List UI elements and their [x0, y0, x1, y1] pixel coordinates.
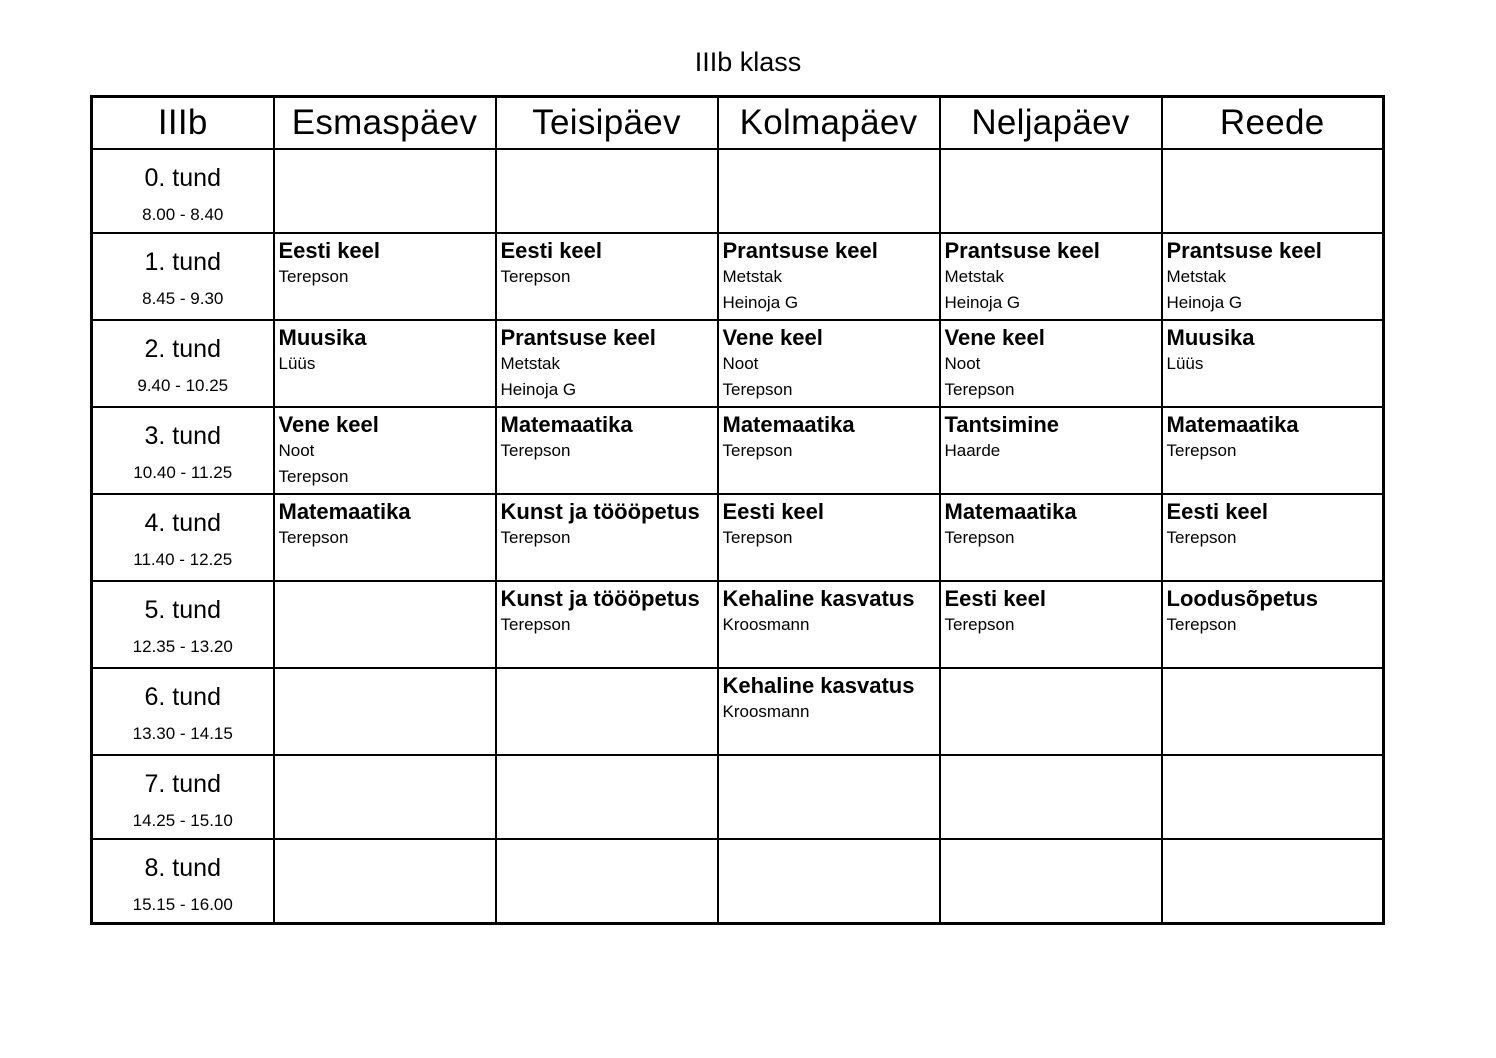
subject-name: Eesti keel — [1166, 499, 1269, 524]
period-cell — [92, 581, 274, 668]
lesson-cell — [496, 494, 718, 581]
subject-name: Matemaatika — [1166, 412, 1299, 437]
teacher-name: Terepson — [944, 528, 1015, 547]
period-name: 7. tund — [144, 770, 221, 798]
lesson-cell — [940, 320, 1162, 407]
teacher-name: Metstak — [722, 267, 783, 286]
period-name: 6. tund — [144, 683, 221, 711]
period-time: 13.30 - 14.15 — [132, 724, 233, 743]
timetable — [90, 95, 1385, 925]
subject-name: Vene keel — [722, 325, 823, 350]
empty-cell — [940, 755, 1162, 839]
period-time: 8.45 - 9.30 — [142, 289, 224, 308]
teacher-name: Terepson — [944, 380, 1015, 399]
teacher-name: Noot — [278, 441, 315, 460]
subject-name: Matemaatika — [278, 499, 411, 524]
class-header: IIIb — [92, 97, 274, 150]
subject-name: Kunst ja töööpetus — [500, 586, 700, 611]
period-cell — [92, 233, 274, 320]
subject-name: Eesti keel — [722, 499, 825, 524]
period-cell — [92, 839, 274, 924]
lesson-cell — [718, 494, 940, 581]
empty-cell — [1162, 149, 1384, 233]
period-cell — [92, 407, 274, 494]
lesson-cell — [1162, 407, 1384, 494]
empty-cell — [940, 149, 1162, 233]
subject-name: Eesti keel — [500, 238, 603, 263]
period-name: 2. tund — [144, 335, 221, 363]
day-header: Teisipäev — [496, 97, 718, 150]
teacher-name: Terepson — [1166, 615, 1237, 634]
subject-name: Muusika — [278, 325, 367, 350]
teacher-name: Heinoja G — [1166, 293, 1243, 312]
lesson-cell — [718, 407, 940, 494]
lesson-cell — [274, 320, 496, 407]
period-row — [92, 839, 1384, 924]
empty-cell — [274, 668, 496, 755]
day-header: Esmaspäev — [274, 97, 496, 150]
empty-cell — [718, 149, 940, 233]
subject-name: Muusika — [1166, 325, 1255, 350]
page-title: IIIb klass — [694, 47, 802, 77]
empty-cell — [274, 581, 496, 668]
teacher-name: Terepson — [722, 528, 793, 547]
teacher-name: Lüüs — [1166, 354, 1204, 373]
lesson-cell — [496, 581, 718, 668]
subject-name: Kehaline kasvatus — [722, 586, 915, 611]
teacher-name: Terepson — [500, 267, 571, 286]
subject-name: Loodusõpetus — [1166, 586, 1319, 611]
teacher-name: Metstak — [1166, 267, 1227, 286]
teacher-name: Terepson — [1166, 528, 1237, 547]
period-name: 3. tund — [144, 422, 221, 450]
day-header: Neljapäev — [940, 97, 1162, 150]
period-cell — [92, 668, 274, 755]
teacher-name: Terepson — [278, 267, 349, 286]
period-cell — [92, 320, 274, 407]
period-row — [92, 668, 1384, 755]
lesson-cell — [718, 320, 940, 407]
teacher-name: Terepson — [500, 441, 571, 460]
teacher-name: Terepson — [1166, 441, 1237, 460]
period-name: 5. tund — [144, 596, 221, 624]
subject-name: Matemaatika — [722, 412, 855, 437]
period-cell — [92, 494, 274, 581]
lesson-cell — [940, 233, 1162, 320]
lesson-cell — [496, 233, 718, 320]
timetable-body — [92, 149, 1384, 924]
subject-name: Vene keel — [944, 325, 1045, 350]
lesson-cell — [1162, 581, 1384, 668]
teacher-name: Kroosmann — [722, 615, 810, 634]
empty-cell — [940, 668, 1162, 755]
lesson-cell — [718, 668, 940, 755]
period-name: 0. tund — [144, 164, 221, 192]
subject-name: Matemaatika — [944, 499, 1077, 524]
teacher-name: Kroosmann — [722, 702, 810, 721]
teacher-name: Terepson — [722, 441, 793, 460]
teacher-name: Metstak — [500, 354, 561, 373]
teacher-name: Terepson — [278, 528, 349, 547]
period-row — [92, 755, 1384, 839]
lesson-cell — [274, 407, 496, 494]
subject-name: Eesti keel — [944, 586, 1047, 611]
teacher-name: Noot — [944, 354, 981, 373]
lesson-cell — [718, 233, 940, 320]
teacher-name: Lüüs — [278, 354, 316, 373]
period-time: 14.25 - 15.10 — [132, 811, 233, 830]
period-time: 10.40 - 11.25 — [133, 463, 233, 482]
empty-cell — [718, 839, 940, 924]
lesson-cell — [496, 320, 718, 407]
empty-cell — [496, 668, 718, 755]
period-time: 15.15 - 16.00 — [132, 895, 233, 914]
lesson-cell — [1162, 233, 1384, 320]
subject-name: Tantsimine — [944, 412, 1060, 437]
empty-cell — [274, 839, 496, 924]
teacher-name: Haarde — [944, 441, 1001, 460]
teacher-name: Terepson — [944, 615, 1015, 634]
period-time: 9.40 - 10.25 — [137, 376, 229, 395]
teacher-name: Noot — [722, 354, 759, 373]
period-name: 4. tund — [144, 509, 221, 537]
teacher-name: Heinoja G — [500, 380, 577, 399]
day-header: Kolmapäev — [718, 97, 940, 150]
subject-name: Kehaline kasvatus — [722, 673, 915, 698]
lesson-cell — [274, 494, 496, 581]
subject-name: Prantsuse keel — [722, 238, 878, 263]
period-name: 1. tund — [144, 248, 221, 276]
lesson-cell — [940, 494, 1162, 581]
subject-name: Prantsuse keel — [500, 325, 656, 350]
period-cell — [92, 755, 274, 839]
subject-name: Prantsuse keel — [1166, 238, 1322, 263]
subject-name: Matemaatika — [500, 412, 633, 437]
empty-cell — [496, 149, 718, 233]
period-row — [92, 494, 1384, 581]
teacher-name: Terepson — [722, 380, 793, 399]
subject-name: Vene keel — [278, 412, 379, 437]
period-row — [92, 149, 1384, 233]
empty-cell — [274, 149, 496, 233]
empty-cell — [1162, 839, 1384, 924]
period-time: 8.00 - 8.40 — [142, 205, 224, 224]
empty-cell — [940, 839, 1162, 924]
lesson-cell — [1162, 494, 1384, 581]
period-time: 12.35 - 13.20 — [132, 637, 233, 656]
subject-name: Kunst ja töööpetus — [500, 499, 700, 524]
period-cell — [92, 149, 274, 233]
empty-cell — [1162, 755, 1384, 839]
lesson-cell — [718, 581, 940, 668]
period-row — [92, 581, 1384, 668]
teacher-name: Terepson — [500, 528, 571, 547]
lesson-cell — [496, 407, 718, 494]
period-time: 11.40 - 12.25 — [133, 550, 233, 569]
empty-cell — [1162, 668, 1384, 755]
lesson-cell — [274, 233, 496, 320]
day-header: Reede — [1162, 97, 1384, 150]
period-name: 8. tund — [144, 854, 221, 882]
empty-cell — [718, 755, 940, 839]
empty-cell — [496, 839, 718, 924]
header-row — [92, 97, 1384, 150]
teacher-name: Heinoja G — [722, 293, 799, 312]
lesson-cell — [1162, 320, 1384, 407]
teacher-name: Metstak — [944, 267, 1005, 286]
empty-cell — [274, 755, 496, 839]
teacher-name: Heinoja G — [944, 293, 1021, 312]
empty-cell — [496, 755, 718, 839]
subject-name: Prantsuse keel — [944, 238, 1100, 263]
subject-name: Eesti keel — [278, 238, 381, 263]
lesson-cell — [940, 407, 1162, 494]
teacher-name: Terepson — [278, 467, 349, 486]
lesson-cell — [940, 581, 1162, 668]
period-row — [92, 320, 1384, 407]
period-row — [92, 407, 1384, 494]
teacher-name: Terepson — [500, 615, 571, 634]
period-row — [92, 233, 1384, 320]
